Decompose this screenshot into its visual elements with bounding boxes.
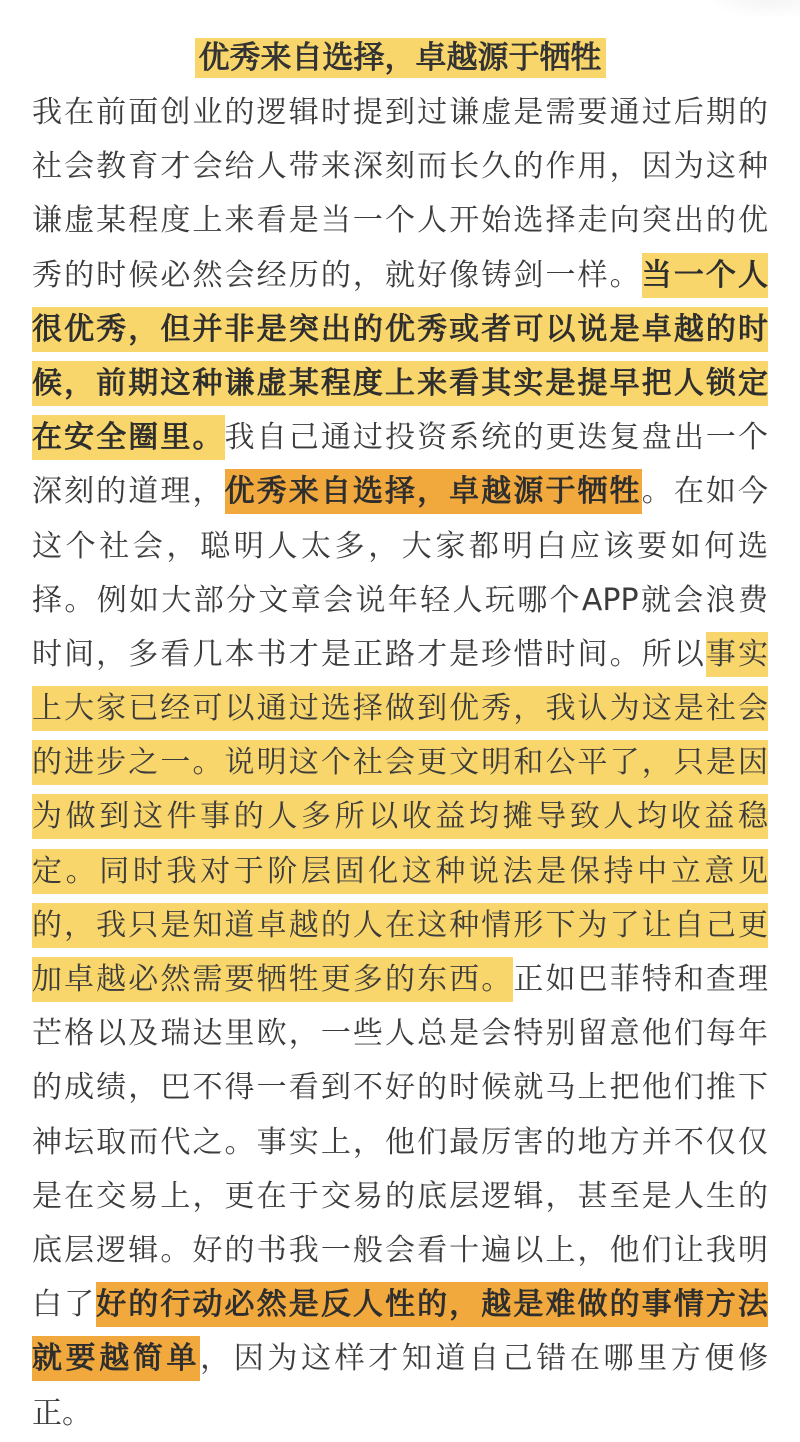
highlighted-text-yellow: 为做到这件事的人多所以收益均摊导致人均收益稳 bbox=[32, 794, 768, 839]
text-segment: 时间，多看几本书才是正路才是珍惜时间。所以 bbox=[32, 636, 706, 672]
text-line bbox=[32, 1224, 768, 1278]
text-segment: 是在交易上，更在于交易的底层逻辑，甚至是人生的 bbox=[32, 1178, 768, 1214]
text-line bbox=[32, 845, 768, 899]
text-line bbox=[32, 520, 768, 574]
highlighted-text-yellow: 上大家已经可以通过选择做到优秀，我认为这是社会 bbox=[32, 686, 768, 731]
highlighted-text-orange: 好的行动必然是反人性的，越是难做的事情方法 bbox=[96, 1282, 768, 1327]
text-segment: 。在如今 bbox=[641, 474, 768, 510]
text-segment: 正如巴菲特和查理 bbox=[513, 962, 768, 997]
corner-shadow bbox=[700, 0, 800, 20]
text-line bbox=[32, 303, 768, 357]
highlighted-text-orange: 就要越简单 bbox=[32, 1336, 200, 1381]
text-line bbox=[32, 790, 768, 844]
text-line bbox=[32, 1332, 768, 1386]
text-line bbox=[32, 574, 768, 628]
text-line bbox=[32, 86, 768, 140]
highlighted-text-yellow: 候，前期这种谦虚某程度上来看其实是提早把人锁定 bbox=[32, 361, 768, 406]
article-heading bbox=[0, 38, 800, 78]
text-segment: 芒格以及瑞达里欧，一些人总是会特别留意他们每年 bbox=[32, 1016, 768, 1052]
text-segment: 秀的时候必然会经历的，就好像铸剑一样。 bbox=[32, 257, 642, 293]
highlighted-text-yellow: 很优秀，但并非是突出的优秀或者可以说是卓越的时 bbox=[32, 307, 768, 352]
text-line bbox=[32, 465, 768, 519]
text-line bbox=[32, 1278, 768, 1332]
text-segment: 神坛取而代之。事实上，他们最厉害的地方并不仅仅 bbox=[32, 1124, 768, 1160]
text-line bbox=[32, 249, 768, 303]
text-segment: 谦虚某程度上来看是当一个人开始选择走向突出的优 bbox=[32, 203, 768, 239]
text-line bbox=[32, 682, 768, 736]
highlighted-text-yellow: 加卓越必然需要牺牲更多的东西。 bbox=[32, 957, 513, 1002]
text-segment: 我自己通过投资系统的更迭复盘出一个 bbox=[224, 420, 768, 456]
text-line bbox=[32, 899, 768, 953]
text-segment: 正。 bbox=[32, 1395, 92, 1431]
highlighted-text-yellow: 当一个人 bbox=[642, 253, 768, 298]
heading-highlight: 优秀来自选择，卓越源于牺牲 bbox=[195, 38, 606, 78]
highlighted-text-yellow: 在安全圈里。 bbox=[32, 415, 225, 460]
text-line bbox=[32, 140, 768, 194]
text-line bbox=[32, 1170, 768, 1224]
highlighted-text-yellow: 事实 bbox=[706, 632, 768, 677]
text-segment: 深刻的道理， bbox=[32, 474, 225, 510]
text-line bbox=[32, 1007, 768, 1061]
text-segment: 这个社会，聪明人太多，大家都明白应该要如何选 bbox=[32, 528, 768, 564]
text-line bbox=[32, 736, 768, 790]
highlighted-text-yellow: 定。同时我对于阶层固化这种说法是保持中立意见 bbox=[32, 849, 768, 894]
text-segment: ，因为这样才知道自己错在哪里方便修 bbox=[200, 1341, 768, 1377]
text-line bbox=[32, 411, 768, 465]
text-line bbox=[32, 1387, 768, 1441]
text-line bbox=[32, 628, 768, 682]
text-line bbox=[32, 194, 768, 248]
text-line bbox=[32, 357, 768, 411]
text-segment: 的成绩，巴不得一看到不好的时候就马上把他们推下 bbox=[32, 1070, 768, 1106]
text-line bbox=[32, 953, 768, 1007]
text-segment: 我在前面创业的逻辑时提到过谦虚是需要通过后期的 bbox=[32, 95, 768, 130]
highlighted-text-yellow: 的进步之一。说明这个社会更文明和公平了，只是因 bbox=[32, 740, 768, 785]
highlighted-text-orange: 优秀来自选择，卓越源于牺牲 bbox=[225, 469, 642, 514]
highlighted-text-yellow: 的，我只是知道卓越的人在这种情形下为了让自己更 bbox=[32, 903, 768, 948]
text-segment: 择。例如大部分文章会说年轻人玩哪个APP就会浪费 bbox=[32, 582, 768, 618]
text-segment: 白了 bbox=[32, 1287, 97, 1323]
text-line bbox=[32, 1061, 768, 1115]
text-segment: 社会教育才会给人带来深刻而长久的作用，因为这种 bbox=[32, 149, 768, 185]
text-segment: 底层逻辑。好的书我一般会看十遍以上，他们让我明 bbox=[32, 1232, 768, 1268]
article-body bbox=[32, 86, 768, 1441]
text-line bbox=[32, 1116, 768, 1170]
